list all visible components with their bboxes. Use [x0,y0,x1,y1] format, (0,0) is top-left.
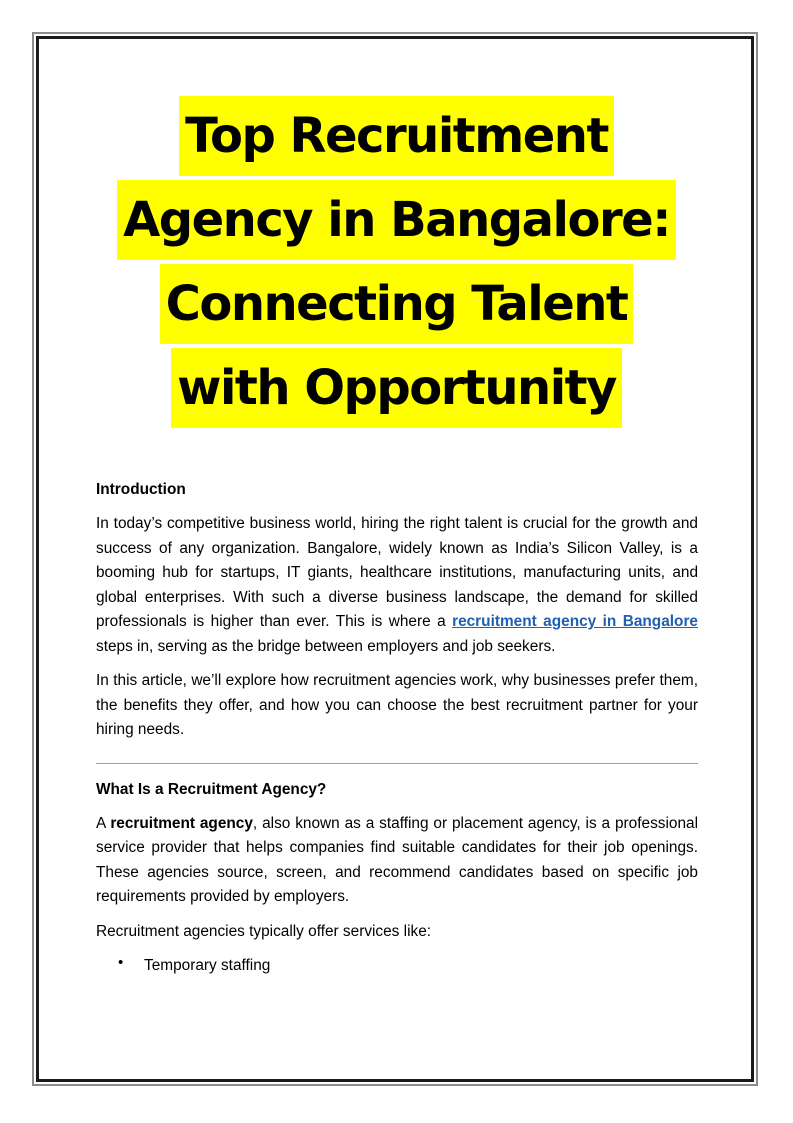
section1-heading: What Is a Recruitment Agency? [96,780,327,798]
title-line-4: with Opportunity [60,348,733,432]
section1-paragraph-2: Recruitment agencies typically offer services like: [96,922,432,940]
intro-p1-text-before: In today’s competitive business world, hiring the right talent is crucial for the growth and success of any organization. Bangalore, widely known as India’s Silicon Valley, is a booming hub for startups, IT giants, healthcare institutions, manufacturing units, and global enterprises. With such a diverse business landscape, the demand for skilled professionals is higher than ever. This is where a [96,515,698,630]
services-list [96,954,698,978]
list-item [96,954,698,978]
document-body [96,478,698,978]
intro-heading: Introduction [96,481,186,498]
intro-paragraph-2: In this article, we’ll explore how recruitment agencies work, why businesses prefer them, the benefits they offer, and how you can choose the best recruitment partner for your hiring needs. [96,672,698,738]
section1-bold-term: recruitment agency [110,814,253,832]
recruitment-agency-link[interactable]: recruitment agency in Bangalore [452,613,698,630]
section1-paragraph-1 [96,812,698,910]
section1-p1-text-before: A [96,814,111,832]
bullet-icon: • [118,954,124,971]
title-line-3: Connecting Talent [60,264,733,348]
section-divider [96,763,698,764]
intro-p1-text-after: steps in, serving as the bridge between employers and job seekers. [96,637,556,655]
intro-paragraph-1 [96,512,698,659]
document-title [60,96,733,432]
title-line-1: Top Recruitment [60,96,733,180]
section1-p1-text-after: , also known as a staffing or placement agency, is a professional service provider that helps companies find suitable candidates for their job openings. These agencies source, screen, and recommend candidates based on specific job requirements provided by employers. [96,814,698,905]
list-item-label: Temporary staffing [144,957,271,974]
title-line-2: Agency in Bangalore: [60,180,733,264]
